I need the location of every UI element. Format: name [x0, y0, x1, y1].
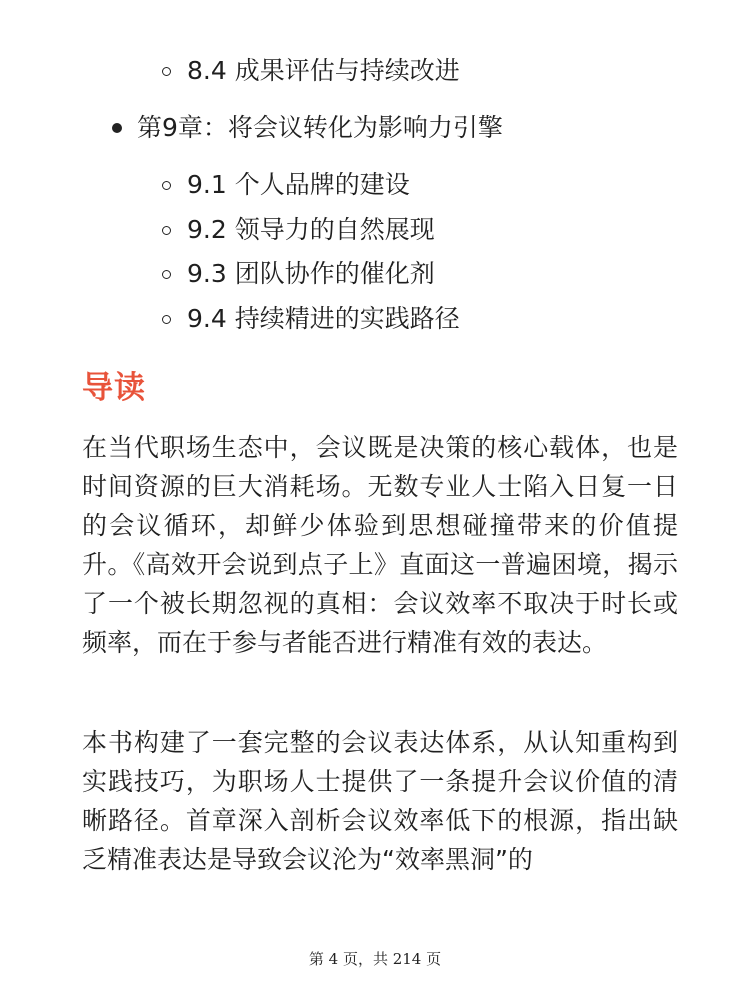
hollow-bullet-icon [162, 270, 171, 279]
toc-item-9-3 [162, 257, 435, 291]
hollow-bullet-icon [162, 226, 171, 235]
toc-item-label: 9.1 个人品牌的建设 [187, 170, 410, 199]
toc-item-label: 9.2 领导力的自然展现 [187, 215, 435, 244]
hollow-bullet-icon [162, 181, 171, 190]
toc-item-chapter-9 [112, 111, 503, 145]
toc-item-label: 8.4 成果评估与持续改进 [187, 56, 460, 85]
hollow-bullet-icon [162, 315, 171, 324]
toc-item-label: 9.3 团队协作的催化剂 [187, 259, 435, 288]
section-heading: 导读 [82, 370, 146, 406]
toc-item-label: 9.4 持续精进的实践路径 [187, 304, 460, 333]
toc-item-label: 第9章：将会议转化为影响力引擎 [137, 113, 503, 142]
toc-item-9-1 [162, 168, 410, 202]
hollow-bullet-icon [162, 67, 171, 76]
paragraph-2: 本书构建了一套完整的会议表达体系，从认知重构到实践技巧，为职场人士提供了一条提升会议价值的清晰路径。首章深入剖析会议效率低下的根源，指出缺乏精准表达是导致会议沦为“效率黑洞”的 [82, 728, 678, 874]
toc-item-9-2 [162, 213, 435, 247]
paragraph-1: 在当代职场生态中，会议既是决策的核心载体，也是时间资源的巨大消耗场。无数专业人士陷入日复一日的会议循环，却鲜少体验到思想碰撞带来的价值提升。《高效开会说到点子上》直面这一普遍困境，揭示了一个被长期忽视的真相：会议效率不取决于时长或频率，而在于参与者能否进行精准有效的表达。 [82, 433, 678, 657]
filled-bullet-icon [112, 123, 122, 133]
toc-item-8-4 [162, 54, 460, 88]
page-number: 第 4 页，共 214 页 [308, 950, 442, 968]
toc-item-9-4 [162, 302, 460, 336]
